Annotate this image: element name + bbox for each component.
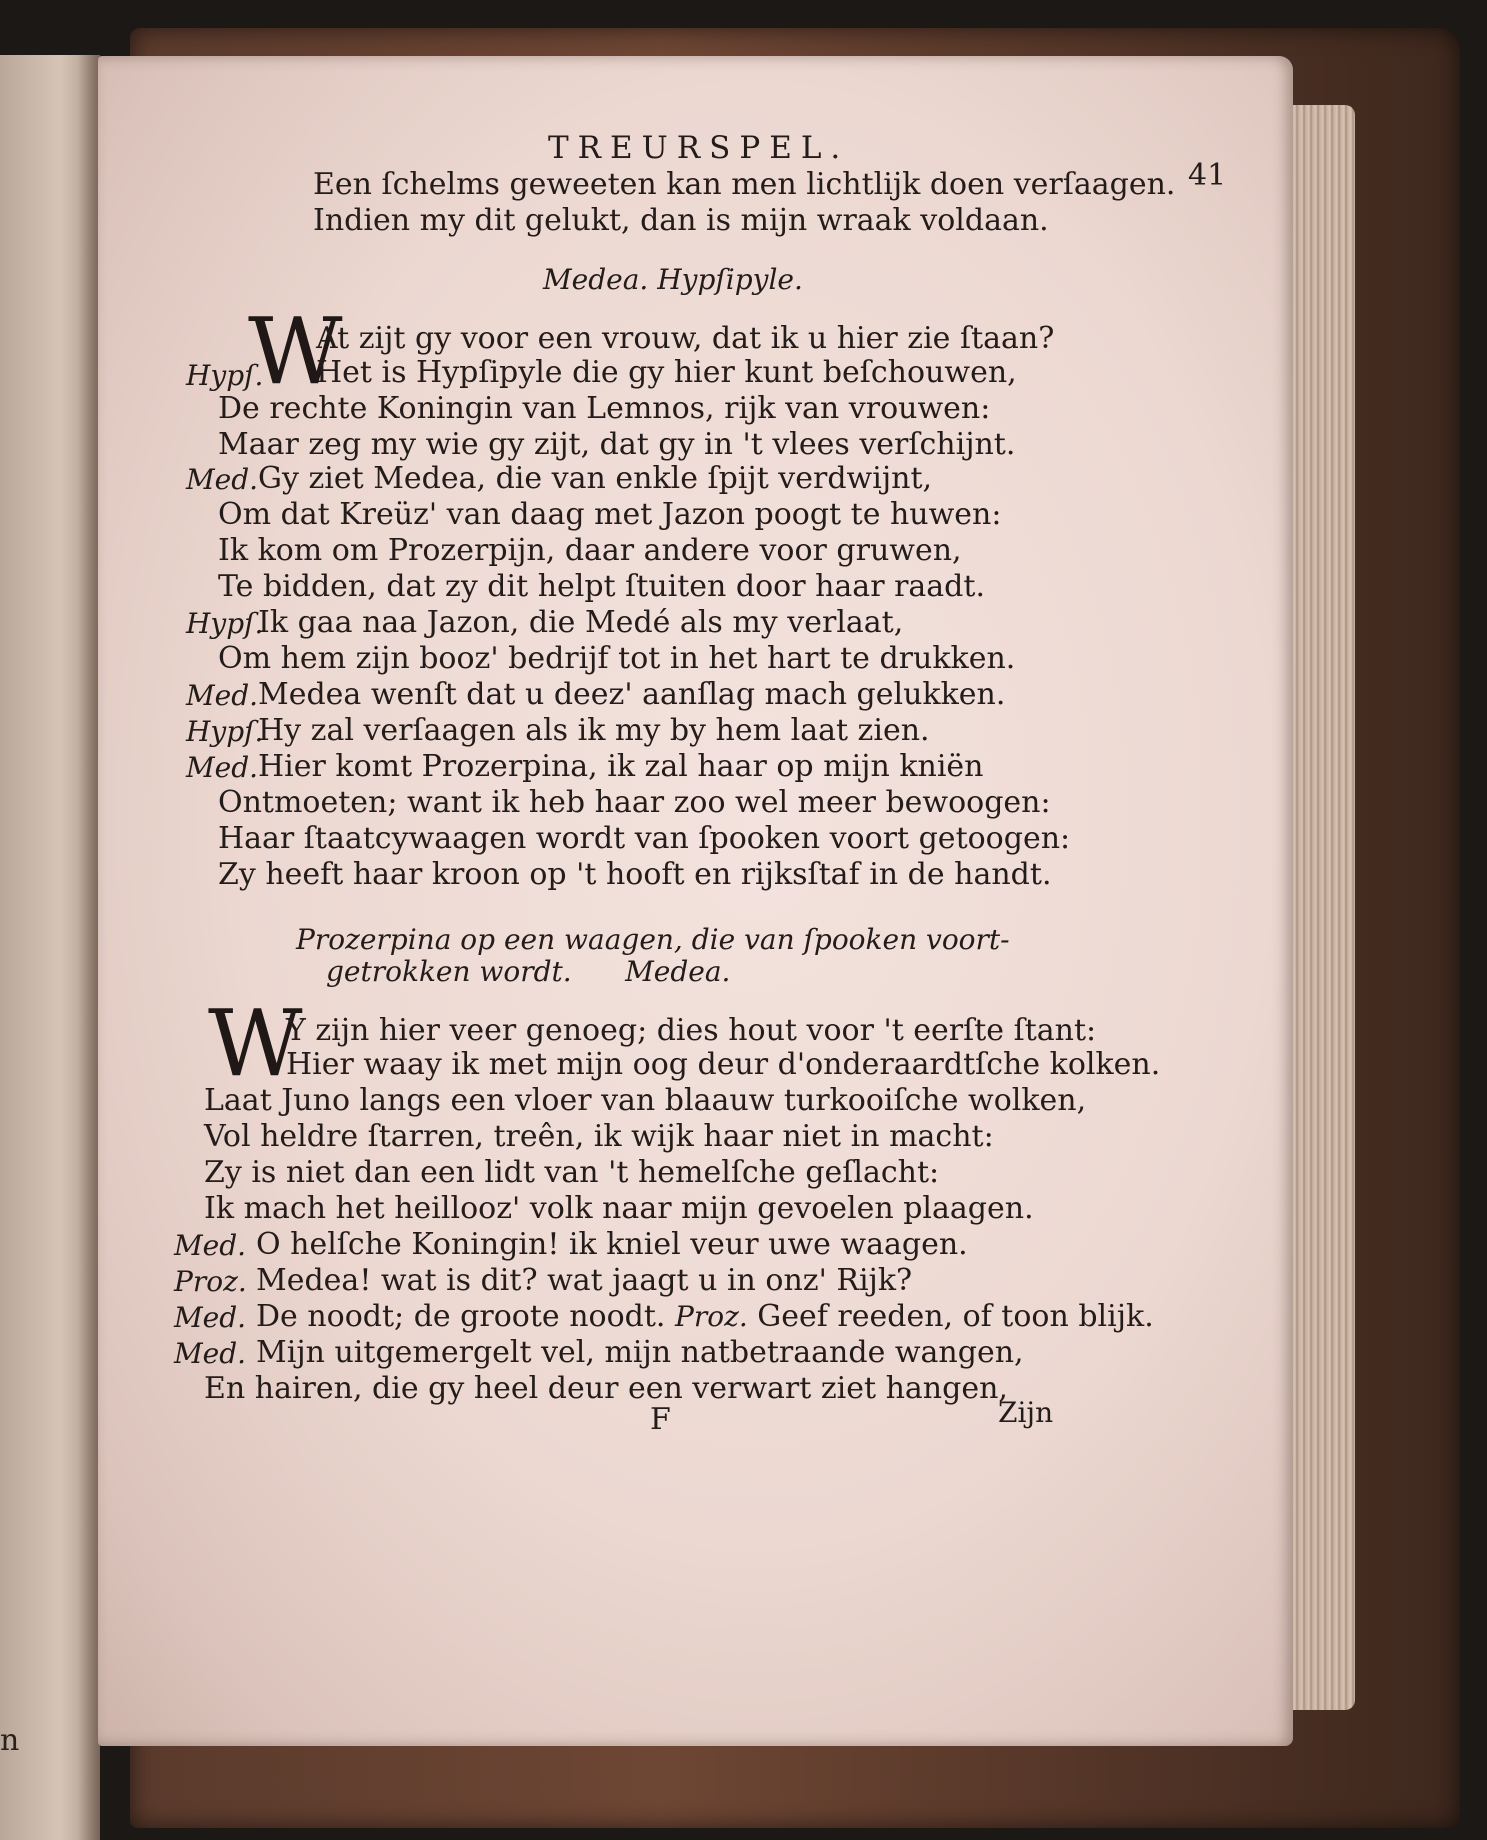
verse-line: Vol heldre ſtarren, treên, ik wijk haar niet in macht: [204,1119,994,1154]
verse-line: Medea! wat is dit? wat jaagt u in onz' Rijk? [256,1263,913,1298]
drop-capital: W [248,298,343,405]
speaker-label: Med. [174,1229,247,1262]
right-page [98,56,1293,1746]
verse-line: Medea wenſt dat u deez' aanſlag mach gelukken. [258,677,1006,712]
speaker-label: Proz. [174,1265,247,1298]
verse-line: Haar ſtaatcywaagen wordt van ſpooken voort getoogen: [218,821,1071,856]
page-number: 41 [1188,158,1227,193]
verse-line: Hy zal verſaagen als ik my by hem laat zien. [258,713,930,748]
opening-line: Een ſchelms geweeten kan men lichtlijk doen verſaagen. [313,167,1176,202]
speaker-label: Hypſ. [186,715,264,748]
verse-text: Geef reeden, of toon blijk. [757,1299,1154,1334]
verse-line: Ik gaa naa Jazon, die Medé als my verlaat, [258,605,904,640]
running-head: TREURSPEL. [548,130,850,166]
left-page-fragment: n [0,1723,20,1758]
left-page [0,55,100,1840]
verse-line: Te bidden, dat zy dit helpt ſtuiten door haar raadt. [218,569,985,604]
drop-capital: W [208,990,303,1097]
verse-line: Maar zeg my wie gy zijt, dat gy in 't vlees verſchijnt. [218,427,1016,462]
scene-heading: Medea. Hypſipyle. [543,263,803,296]
verse-line: En hairen, die gy heel deur een verwart ziet hangen, [204,1371,1008,1406]
speaker-label: Med. [174,1301,247,1334]
verse-line: Mijn uitgemergelt vel, mijn natbetraande wangen, [256,1335,1024,1370]
verse-line: Het is Hypſipyle die gy hier kunt beſchouwen, [316,355,1017,390]
speaker-label: Hypſ. [186,359,264,392]
speaker-label: Med. [186,751,259,784]
speaker-label: Proz. [675,1300,748,1333]
verse-line: Laat Juno langs een vloer van blaauw turkooiſche wolken, [204,1083,1087,1118]
speaker-label: Hypſ. [186,607,264,640]
speaker-label: Med. [186,463,259,496]
catchword: Zijn [998,1396,1054,1429]
verse-line: Ontmoeten; want ik heb haar zoo wel meer bewoogen: [218,785,1051,820]
speaker-label: Med. [174,1337,247,1370]
speaker-label: Med. [186,679,259,712]
verse-line: Zy heeft haar kroon op 't hooft en rijksſtaf in de handt. [218,857,1052,892]
signature-mark: F [650,1402,671,1437]
scene-heading: Prozerpina op een waagen, die van ſpooken voort- [296,923,1010,956]
verse-line: Om hem zijn booz' bedrijf tot in het hart te drukken. [218,641,1016,676]
verse-text: De noodt; de groote noodt. [256,1299,666,1334]
page-edges [1285,105,1355,1710]
verse-line: Gy ziet Medea, die van enkle ſpijt verdwijnt, [258,461,933,496]
verse-line: At zijt gy voor een vrouw, dat ik u hier zie ſtaan? [316,321,1055,356]
verse-line: Hier waay ik met mijn oog deur d'onderaardtſche kolken. [286,1047,1161,1082]
verse-line [256,1299,1154,1334]
verse-line: Om dat Kreüz' van daag met Jazon poogt te huwen: [218,497,1002,532]
verse-line: O helſche Koningin! ik kniel veur uwe waagen. [256,1227,968,1262]
verse-line: Hier komt Prozerpina, ik zal haar op mijn kniën [258,749,984,784]
scene-heading: getrokken wordt. Medea. [326,955,731,988]
verse-line: De rechte Koningin van Lemnos, rijk van vrouwen: [218,391,991,426]
verse-line: Ik mach het heillooz' volk naar mijn gevoelen plaagen. [204,1191,1034,1226]
verse-line: Ik kom om Prozerpijn, daar andere voor gruwen, [218,533,962,568]
verse-line: Y zijn hier veer genoeg; dies hout voor 't eerſte ſtant: [286,1013,1097,1048]
gutter-shadow [78,55,100,1840]
opening-line: Indien my dit gelukt, dan is mijn wraak voldaan. [313,203,1049,238]
verse-line: Zy is niet dan een lidt van 't hemelſche geſlacht: [204,1155,940,1190]
